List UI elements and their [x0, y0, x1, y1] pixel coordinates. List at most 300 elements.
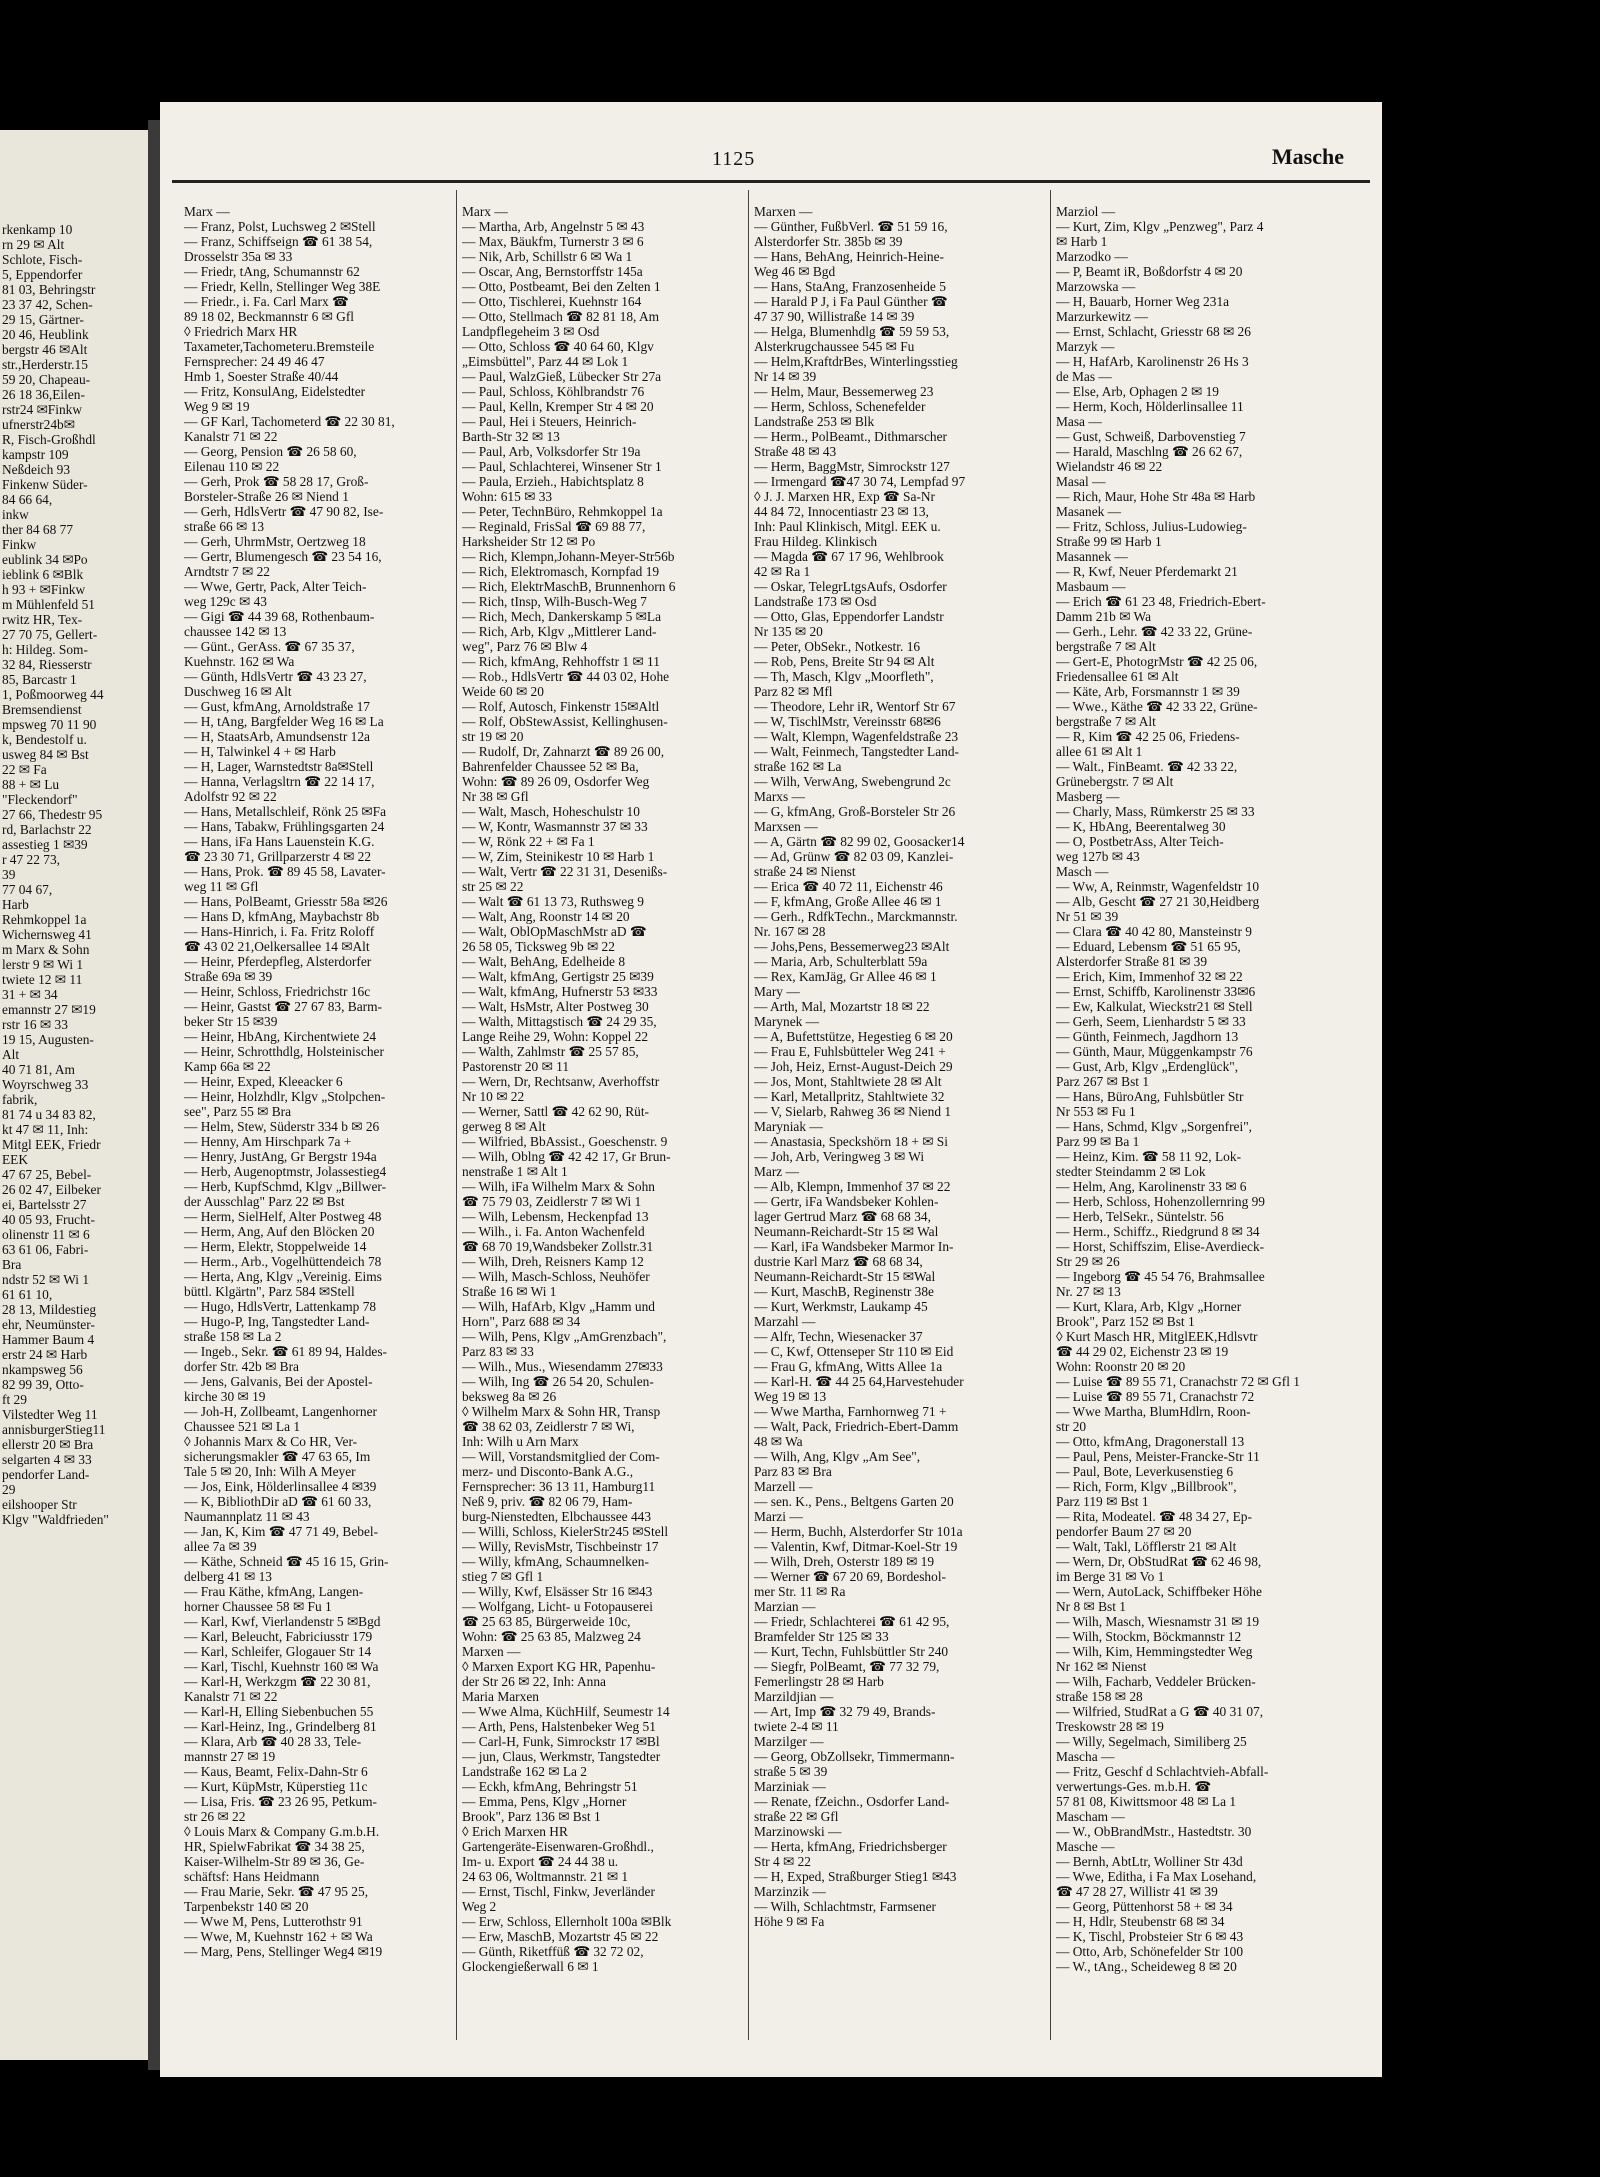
directory-entry-line: — Alb, Klempn, Immenhof 37 ✉ 22: [754, 1179, 951, 1194]
previous-page-line: ft 29: [2, 1392, 27, 1407]
directory-entry-line: 48 ✉ Wa: [754, 1434, 803, 1449]
directory-entry-line: beksweg 8a ✉ 26: [462, 1389, 557, 1404]
directory-entry-line: — Will, Vorstandsmitglied der Com-: [462, 1449, 660, 1464]
previous-page-fragment: [0, 130, 151, 2060]
directory-entry-line: — F, kfmAng, Große Allee 46 ✉ 1: [754, 894, 942, 909]
directory-entry-line: twiete 2-4 ✉ 11: [754, 1719, 839, 1734]
directory-entry-line: ☎ 68 70 19,Wandsbeker Zollstr.31: [462, 1239, 654, 1254]
previous-page-line: Wichernsweg 41: [2, 927, 92, 942]
directory-entry-line: — Eckh, kfmAng, Behringstr 51: [462, 1779, 638, 1794]
directory-entry-line: Barth-Str 32 ✉ 13: [462, 429, 560, 444]
directory-entry-line: dustrie Karl Marz ☎ 68 68 34,: [754, 1254, 923, 1269]
directory-entry-line: — Horst, Schiffszim, Elise-Averdieck-: [1056, 1239, 1265, 1254]
directory-entry-line: — Rich, tInsp, Wilh-Busch-Weg 7: [462, 594, 647, 609]
directory-entry-line: — Henny, Am Hirschpark 7a +: [184, 1134, 352, 1149]
directory-entry-line: — Ernst, Schlacht, Griesstr 68 ✉ 26: [1056, 324, 1251, 339]
directory-entry-line: Fernsprecher: 24 49 46 47: [184, 354, 325, 369]
directory-entry-line: Eilenau 110 ✉ 22: [184, 459, 280, 474]
directory-entry-line: — Wwe Alma, KüchHilf, Seumestr 14: [462, 1704, 670, 1719]
previous-page-line: 77 04 67,: [2, 882, 53, 897]
directory-entry-line: de Mas —: [1056, 369, 1112, 384]
directory-entry-line: 26 58 05, Ticksweg 9b ✉ 22: [462, 939, 615, 954]
previous-page-line: ndstr 52 ✉ Wi 1: [2, 1272, 90, 1287]
directory-entry-line: — Wwe Martha, BlumHdlrn, Roon-: [1056, 1404, 1251, 1419]
directory-entry-line: — Alb, Gescht ☎ 27 21 30,Heidberg: [1056, 894, 1260, 909]
directory-entry-line: — Rich, kfmAng, Rehhoffstr 1 ✉ 11: [462, 654, 660, 669]
directory-entry-line: Alsterdorfer Straße 81 ✉ 39: [1056, 954, 1208, 969]
directory-entry-line: — Peter, ObSekr., Notkestr. 16: [754, 639, 921, 654]
directory-entry-line: Wohn: ☎ 25 63 85, Malzweg 24: [462, 1629, 641, 1644]
directory-entry-line: — Herta, kfmAng, Friedrichsberger: [754, 1839, 947, 1854]
directory-entry-line: — Wern, Dr, ObStudRat ☎ 62 46 98,: [1056, 1554, 1262, 1569]
column-separator: [748, 190, 749, 2040]
directory-entry-line: ◊ Erich Marxen HR: [462, 1824, 568, 1839]
previous-page-line: 29 15, Gärtner-: [2, 312, 84, 327]
header-rule: [172, 180, 1370, 183]
previous-page-line: nkampsweg 56: [2, 1362, 83, 1377]
directory-entry-line: Marzi —: [754, 1509, 803, 1524]
directory-entry-line: — Harald, Maschlng ☎ 26 62 67,: [1056, 444, 1243, 459]
previous-page-line: 61 61 10,: [2, 1287, 53, 1302]
previous-page-line: Alt: [2, 1047, 20, 1062]
directory-page: [160, 102, 1382, 2077]
directory-entry-line: — Hans, iFa Hans Lauenstein K.G.: [184, 834, 375, 849]
directory-entry-line: Masche —: [1056, 1839, 1115, 1854]
directory-entry-line: mer Str. 11 ✉ Ra: [754, 1584, 846, 1599]
directory-entry-line: — Herm, Ang, Auf den Blöcken 20: [184, 1224, 375, 1239]
previous-page-line: 22 ✉ Fa: [2, 762, 47, 777]
directory-entry-line: — Karl, Kwf, Vierlandenstr 5 ✉Bgd: [184, 1614, 381, 1629]
directory-entry-line: Weg 19 ✉ 13: [754, 1389, 827, 1404]
directory-entry-line: — Ad, Grünw ☎ 82 03 09, Kanzlei-: [754, 849, 954, 864]
directory-entry-line: Straße 16 ✉ Wi 1: [462, 1284, 557, 1299]
directory-entry-line: Fernsprecher: 36 13 11, Hamburg11: [462, 1479, 656, 1494]
directory-entry-line: — Kurt, MaschB, Reginenstr 38e: [754, 1284, 935, 1299]
directory-entry-line: — R, Kwf, Neuer Pferdemarkt 21: [1056, 564, 1238, 579]
directory-entry-line: — Hans, BehAng, Heinrich-Heine-: [754, 249, 945, 264]
directory-entry-line: Mascha —: [1056, 1749, 1115, 1764]
directory-entry-line: Pastorenstr 20 ✉ 11: [462, 1059, 570, 1074]
previous-page-line: olinenstr 11 ✉ 6: [2, 1227, 90, 1242]
directory-entry-line: — Wilh, Dreh, Reisners Kamp 12: [462, 1254, 644, 1269]
directory-entry-line: — H, Talwinkel 4 + ✉ Harb: [184, 744, 336, 759]
directory-entry-line: — Walt, Pack, Friedrich-Ebert-Damm: [754, 1419, 959, 1434]
directory-entry-line: — Hans, Prok. ☎ 89 45 58, Lavater-: [184, 864, 386, 879]
directory-entry-line: — Gigi ☎ 44 39 68, Rothenbaum-: [184, 609, 375, 624]
directory-entry-line: — Ingeborg ☎ 45 54 76, Brahmsallee: [1056, 1269, 1265, 1284]
directory-entry-line: — Harald P J, i Fa Paul Günther ☎: [754, 294, 948, 309]
directory-entry-line: — Günth, Maur, Müggenkampstr 76: [1056, 1044, 1253, 1059]
directory-entry-line: stedter Steindamm 2 ✉ Lok: [1056, 1164, 1206, 1179]
directory-entry-line: — Ernst, Tischl, Finkw, Jeverländer: [462, 1884, 655, 1899]
directory-entry-line: ☎ 25 63 85, Bürgerweide 10c,: [462, 1614, 631, 1629]
directory-entry-line: — Paul, Schloss, Köhlbrandstr 76: [462, 384, 645, 399]
previous-page-line: h 93 + ✉Finkw: [2, 582, 86, 597]
directory-entry-line: Horn", Parz 688 ✉ 34: [462, 1314, 581, 1329]
previous-page-line: rstr24 ✉Finkw: [2, 402, 83, 417]
directory-entry-line: büttl. Klgärtn", Parz 584 ✉Stell: [184, 1284, 355, 1299]
previous-page-line: 20 46, Heublink: [2, 327, 89, 342]
previous-page-line: 40 05 93, Frucht-: [2, 1212, 95, 1227]
directory-entry-line: — Werner, Sattl ☎ 42 62 90, Rüt-: [462, 1104, 650, 1119]
directory-entry-line: — Arth, Pens, Halstenbeker Weg 51: [462, 1719, 656, 1734]
previous-page-line: pendorfer Land-: [2, 1467, 90, 1482]
directory-entry-line: — Wilh, Masch-Schloss, Neuhöfer: [462, 1269, 650, 1284]
directory-entry-line: — Walt ☎ 61 13 73, Ruthsweg 9: [462, 894, 644, 909]
directory-entry-line: — Ew, Kalkulat, Wieckstr21 ✉ Stell: [1056, 999, 1253, 1014]
previous-page-line: 27 66, Thedestr 95: [2, 807, 103, 822]
directory-entry-line: Alsterdorfer Str. 385b ✉ 39: [754, 234, 903, 249]
directory-entry-line: — Carl-H, Funk, Simrockstr 17 ✉Bl: [462, 1734, 660, 1749]
directory-entry-line: — Walt, Feinmech, Tangstedter Land-: [754, 744, 959, 759]
directory-entry-line: — Kurt, Zim, Klgv „Penzweg", Parz 4: [1056, 219, 1264, 234]
directory-entry-line: — W., tAng., Scheideweg 8 ✉ 20: [1056, 1959, 1237, 1974]
directory-entry-line: — Willy, kfmAng, Schaumnelken-: [462, 1554, 649, 1569]
directory-entry-line: — Käte, Arb, Forsmannstr 1 ✉ 39: [1056, 684, 1240, 699]
directory-entry-line: — Paul, WalzGieß, Lübecker Str 27a: [462, 369, 662, 384]
directory-entry-line: Landstraße 173 ✉ Osd: [754, 594, 877, 609]
directory-entry-line: — Max, Bäukfm, Turnerstr 3 ✉ 6: [462, 234, 644, 249]
directory-entry-line: — Herb, KupfSchmd, Klgv „Billwer-: [184, 1179, 387, 1194]
directory-entry-line: — Alfr, Techn, Wiesenacker 37: [754, 1329, 923, 1344]
directory-entry-line: — Werner ☎ 67 20 69, Bordeshol-: [754, 1569, 947, 1584]
directory-entry-line: — Rich, Form, Klgv „Billbrook",: [1056, 1479, 1237, 1494]
directory-entry-line: Marzodko —: [1056, 249, 1128, 264]
directory-entry-line: — H, tAng, Bargfelder Weg 16 ✉ La: [184, 714, 384, 729]
directory-entry-line: — Charly, Mass, Rümkerstr 25 ✉ 33: [1056, 804, 1255, 819]
directory-entry-line: kirche 30 ✉ 19: [184, 1389, 266, 1404]
directory-entry-line: — Rich, Mech, Dankerskamp 5 ✉La: [462, 609, 662, 624]
directory-entry-line: — Karl, Tischl, Kuehnstr 160 ✉ Wa: [184, 1659, 379, 1674]
directory-entry-line: — Paul, Schlachterei, Winsener Str 1: [462, 459, 662, 474]
directory-entry-line: — Th, Masch, Klgv „Moorfleth",: [754, 669, 934, 684]
column-2: [462, 204, 744, 2044]
directory-entry-line: — O, PostbetrAss, Alter Teich-: [1056, 834, 1224, 849]
directory-entry-line: — Luise ☎ 89 55 71, Cranachstr 72 ✉ Gfl 1: [1056, 1374, 1300, 1389]
previous-page-line: ther 84 68 77: [2, 522, 74, 537]
directory-entry-line: — Walt, kfmAng, Gertigstr 25 ✉39: [462, 969, 654, 984]
directory-entry-line: — Ernst, Schiffb, Karolinenstr 33✉6: [1056, 984, 1256, 999]
directory-entry-line: — W., ObBrandMstr., Hastedtstr. 30: [1056, 1824, 1252, 1839]
directory-entry-line: — Heinr, Schrotthdlg, Holsteinischer: [184, 1044, 384, 1059]
previous-page-line: Vilstedter Weg 11: [2, 1407, 98, 1422]
directory-entry-line: Mary —: [754, 984, 800, 999]
directory-entry-line: Marziniak —: [754, 1779, 826, 1794]
directory-entry-line: — Otto, Stellmach ☎ 82 81 18, Am: [462, 309, 660, 324]
previous-page-line: r 47 22 73,: [2, 852, 61, 867]
directory-entry-line: Duschweg 16 ✉ Alt: [184, 684, 292, 699]
directory-entry-line: Nr 10 ✉ 22: [462, 1089, 525, 1104]
directory-entry-line: — Otto, kfmAng, Dragonerstall 13: [1056, 1434, 1245, 1449]
directory-entry-line: — Walt, BehAng, Edelheide 8: [462, 954, 626, 969]
directory-entry-line: Kuehnstr. 162 ✉ Wa: [184, 654, 295, 669]
directory-entry-line: Parz 119 ✉ Bst 1: [1056, 1494, 1149, 1509]
directory-entry-line: Im- u. Export ☎ 24 44 38 u.: [462, 1854, 619, 1869]
directory-entry-line: — Wilh., i. Fa. Anton Wachenfeld: [462, 1224, 645, 1239]
directory-entry-line: — Gertr, iFa Wandsbeker Kohlen-: [754, 1194, 939, 1209]
directory-entry-line: Nr 51 ✉ 39: [1056, 909, 1119, 924]
directory-entry-line: see", Parz 55 ✉ Bra: [184, 1104, 292, 1119]
directory-entry-line: — Georg, Pension ☎ 26 58 60,: [184, 444, 357, 459]
previous-page-line: ufnerstr24b✉: [2, 417, 75, 432]
directory-entry-line: Masannek —: [1056, 549, 1128, 564]
directory-entry-line: weg 11 ✉ Gfl: [184, 879, 259, 894]
directory-entry-line: Chaussee 521 ✉ La 1: [184, 1419, 301, 1434]
directory-entry-line: — Helga, Blumenhdlg ☎ 59 59 53,: [754, 324, 950, 339]
directory-entry-line: Maryniak —: [754, 1119, 823, 1134]
directory-entry-line: lager Gertrud Marz ☎ 68 68 34,: [754, 1209, 931, 1224]
directory-entry-line: Marzurkewitz —: [1056, 309, 1148, 324]
directory-entry-line: — Walt, Klempn, Wagenfeldstraße 23: [754, 729, 959, 744]
directory-entry-line: im Berge 31 ✉ Vo 1: [1056, 1569, 1165, 1584]
previous-page-line: 26 18 36,Eilen-: [2, 387, 85, 402]
directory-entry-line: 47 37 90, Willistraße 14 ✉ 39: [754, 309, 915, 324]
directory-entry-line: — Peter, TechnBüro, Rehmkoppel 1a: [462, 504, 663, 519]
directory-entry-line: — Rob., HdlsVertr ☎ 44 03 02, Hohe: [462, 669, 670, 684]
directory-entry-line: — H, Exped, Straßburger Stieg1 ✉43: [754, 1869, 957, 1884]
previous-page-line: ei, Bartelsstr 27: [2, 1197, 87, 1212]
directory-entry-line: — Heinr, HbAng, Kirchentwiete 24: [184, 1029, 377, 1044]
directory-entry-line: — Franz, Schiffseign ☎ 61 38 54,: [184, 234, 373, 249]
directory-entry-line: — Nik, Arb, Schillstr 6 ✉ Wa 1: [462, 249, 633, 264]
previous-page-line: 1, Poßmoorweg 44: [2, 687, 104, 702]
previous-page-line: Harb: [2, 897, 29, 912]
directory-entry-line: — Ingeb., Sekr. ☎ 61 89 94, Haldes-: [184, 1344, 388, 1359]
directory-entry-line: — Friedr, tAng, Schumannstr 62: [184, 264, 360, 279]
directory-entry-line: — H, Hdlr, Steubenstr 68 ✉ 34: [1056, 1914, 1225, 1929]
directory-entry-line: 57 81 08, Kiwittsmoor 48 ✉ La 1: [1056, 1794, 1237, 1809]
directory-entry-line: Hmb 1, Soester Straße 40/44: [184, 369, 339, 384]
previous-page-line: 47 67 25, Bebel-: [2, 1167, 92, 1182]
directory-entry-line: — V, Sielarb, Rahweg 36 ✉ Niend 1: [754, 1104, 952, 1119]
previous-page-line: 59 20, Chapeau-: [2, 372, 91, 387]
directory-entry-line: Frau Hildeg. Klinkisch: [754, 534, 878, 549]
directory-entry-line: ◊ J. J. Marxen HR, Exp ☎ Sa-Nr: [754, 489, 935, 504]
directory-entry-line: — Günth, Riketffüß ☎ 32 72 02,: [462, 1944, 644, 1959]
directory-entry-line: ☎ 44 29 02, Eichenstr 23 ✉ 19: [1056, 1344, 1229, 1359]
directory-entry-line: straße 22 ✉ Gfl: [754, 1809, 839, 1824]
directory-entry-line: — Hanna, Verlagsltrn ☎ 22 14 17,: [184, 774, 375, 789]
directory-entry-line: — Willi, Schloss, KielerStr245 ✉Stell: [462, 1524, 669, 1539]
directory-entry-line: — Gust, Schweiß, Darbovenstieg 7: [1056, 429, 1246, 444]
directory-entry-line: — Clara ☎ 40 42 80, Mansteinstr 9: [1056, 924, 1252, 939]
directory-entry-line: — Jos, Eink, Hölderlinsallee 4 ✉39: [184, 1479, 377, 1494]
directory-entry-line: — Paul, Pens, Meister-Francke-Str 11: [1056, 1449, 1260, 1464]
directory-entry-line: — Hans, BüroAng, Fuhlsbütler Str: [1056, 1089, 1244, 1104]
previous-page-line: Bra: [2, 1257, 22, 1272]
directory-entry-line: — Helm, Stew, Süderstr 334 b ✉ 26: [184, 1119, 380, 1134]
directory-entry-line: — Herta, Ang, Klgv „Vereinig. Eims: [184, 1269, 382, 1284]
directory-entry-line: Parz 82 ✉ Mfl: [754, 684, 833, 699]
directory-entry-line: — GF Karl, Tachometerd ☎ 22 30 81,: [184, 414, 395, 429]
previous-page-line: h: Hildeg. Som-: [2, 642, 88, 657]
directory-entry-line: Damm 21b ✉ Wa: [1056, 609, 1152, 624]
directory-entry-line: — Walt, Ang, Roonstr 14 ✉ 20: [462, 909, 630, 924]
directory-entry-line: — Fritz, KonsulAng, Eidelstedter: [184, 384, 366, 399]
directory-entry-line: — Herm, SielHelf, Alter Postweg 48: [184, 1209, 382, 1224]
directory-entry-line: str 20: [1056, 1419, 1087, 1434]
directory-entry-line: Brook", Parz 152 ✉ Bst 1: [1056, 1314, 1195, 1329]
directory-entry-line: ☎ 23 30 71, Grillparzerstr 4 ✉ 22: [184, 849, 372, 864]
directory-entry-line: — Oskar, TelegrLtgsAufs, Osdorfer: [754, 579, 947, 594]
directory-entry-line: Marzinzik —: [754, 1884, 826, 1899]
previous-page-line: Finkenw Süder-: [2, 477, 88, 492]
previous-page-line: Klgv "Waldfrieden": [2, 1512, 109, 1527]
directory-entry-line: mannstr 27 ✉ 19: [184, 1749, 276, 1764]
directory-entry-line: — Helm,KraftdrBes, Winterlingsstieg: [754, 354, 958, 369]
directory-entry-line: — Wilh, Masch, Wiesnamstr 31 ✉ 19: [1056, 1614, 1260, 1629]
page-number: 1125: [712, 148, 756, 170]
previous-page-line: 81 74 u 34 83 82,: [2, 1107, 96, 1122]
previous-page-line: 84 66 64,: [2, 492, 53, 507]
directory-entry-line: weg 129c ✉ 43: [184, 594, 267, 609]
directory-entry-line: — Joh, Arb, Veringweg 3 ✉ Wi: [754, 1149, 925, 1164]
previous-page-line: annisburgerStieg11: [2, 1422, 106, 1437]
directory-entry-line: — Rudolf, Dr, Zahnarzt ☎ 89 26 00,: [462, 744, 665, 759]
directory-entry-line: 24 63 06, Woltmannstr. 21 ✉ 1: [462, 1869, 629, 1884]
directory-entry-line: allee 7a ✉ 39: [184, 1539, 257, 1554]
directory-entry-line: — W, Kontr, Wasmannstr 37 ✉ 33: [462, 819, 648, 834]
directory-entry-line: — Theodore, Lehr iR, Wentorf Str 67: [754, 699, 956, 714]
directory-entry-line: Kamp 66a ✉ 22: [184, 1059, 271, 1074]
directory-entry-line: — Günther, FußbVerl. ☎ 51 59 16,: [754, 219, 948, 234]
previous-page-line: 88 + ✉ Lu: [2, 777, 60, 792]
directory-entry-line: — Irmengard ☎47 30 74, Lempfad 97: [754, 474, 966, 489]
directory-entry-line: — Hugo, HdlsVertr, Lattenkamp 78: [184, 1299, 377, 1314]
directory-entry-line: — Joh-H, Zollbeamt, Langenhorner: [184, 1404, 377, 1419]
previous-page-line: rwitz HR, Tex-: [2, 612, 83, 627]
directory-entry-line: ◊ Johannis Marx & Co HR, Ver-: [184, 1434, 358, 1449]
directory-entry-line: Marxen —: [754, 204, 813, 219]
directory-entry-line: — Frau Käthe, kfmAng, Langen-: [184, 1584, 364, 1599]
directory-entry-line: 89 18 02, Beckmannstr 6 ✉ Gfl: [184, 309, 355, 324]
directory-entry-line: — Wilh, Stockm, Böckmannstr 12: [1056, 1629, 1242, 1644]
directory-entry-line: — Walt., FinBeamt. ☎ 42 33 22,: [1056, 759, 1238, 774]
directory-entry-line: Lange Reihe 29, Wohn: Koppel 22: [462, 1029, 649, 1044]
previous-page-line: rkenkamp 10: [2, 222, 73, 237]
previous-page-line: 81 03, Behringstr: [2, 282, 96, 297]
previous-page-line: 32 84, Riesserstr: [2, 657, 92, 672]
directory-entry-line: Masbaum —: [1056, 579, 1126, 594]
directory-entry-line: — Walth, Zahlmstr ☎ 25 57 85,: [462, 1044, 639, 1059]
directory-entry-line: ✉ Harb 1: [1056, 234, 1108, 249]
directory-entry-line: — Frau Marie, Sekr. ☎ 47 95 25,: [184, 1884, 369, 1899]
directory-entry-line: Taxameter,Tachometeru.Bremsteile: [184, 339, 375, 354]
directory-entry-line: — Karl-H, Elling Siebenbuchen 55: [184, 1704, 374, 1719]
directory-entry-line: — Erica ☎ 40 72 11, Eichenstr 46: [754, 879, 943, 894]
directory-entry-line: Brook", Parz 136 ✉ Bst 1: [462, 1809, 601, 1824]
directory-entry-line: Marzilger —: [754, 1734, 824, 1749]
directory-entry-line: — Frau G, kfmAng, Witts Allee 1a: [754, 1359, 943, 1374]
directory-entry-line: — Kurt, Techn, Fuhlsbüttler Str 240: [754, 1644, 949, 1659]
directory-entry-line: Masch —: [1056, 864, 1109, 879]
directory-entry-line: Treskowstr 28 ✉ 19: [1056, 1719, 1164, 1734]
previous-page-line: inkw: [2, 507, 29, 522]
directory-entry-line: weg", Parz 76 ✉ Blw 4: [462, 639, 588, 654]
directory-entry-line: — Georg, ObZollsekr, Timmermann-: [754, 1749, 955, 1764]
previous-page-line: Finkw: [2, 537, 37, 552]
directory-entry-line: Parz 99 ✉ Ba 1: [1056, 1134, 1140, 1149]
directory-entry-line: — Herm, Elektr, Stoppelweide 14: [184, 1239, 367, 1254]
directory-entry-line: — Wwe., Käthe ☎ 42 33 22, Grüne-: [1056, 699, 1258, 714]
directory-entry-line: — Friedr, Kelln, Stellinger Weg 38E: [184, 279, 381, 294]
directory-entry-line: Alsterkrugchaussee 545 ✉ Fu: [754, 339, 915, 354]
previous-page-line: fabrik,: [2, 1092, 38, 1107]
directory-entry-line: — Jens, Galvanis, Bei der Apostel-: [184, 1374, 373, 1389]
directory-entry-line: Kaiser-Wilhelm-Str 89 ✉ 36, Ge-: [184, 1854, 365, 1869]
directory-entry-line: sicherungsmakler ☎ 47 63 65, Im: [184, 1449, 371, 1464]
directory-entry-line: — Gertr, Blumengesch ☎ 23 54 16,: [184, 549, 382, 564]
directory-entry-line: — H, Lager, Warnstedtstr 8a✉Stell: [184, 759, 374, 774]
previous-page-line: str.,Herderstr.15: [2, 357, 88, 372]
directory-entry-line: str 26 ✉ 22: [184, 1809, 246, 1824]
directory-entry-line: — Fritz, Geschf d Schlachtvieh-Abfall-: [1056, 1764, 1269, 1779]
directory-entry-line: — Helm, Ang, Karolinenstr 33 ✉ 6: [1056, 1179, 1247, 1194]
directory-entry-line: — Martha, Arb, Angelnstr 5 ✉ 43: [462, 219, 645, 234]
directory-entry-line: Adolfstr 92 ✉ 22: [184, 789, 277, 804]
directory-entry-line: — Kurt, Werkmstr, Laukamp 45: [754, 1299, 928, 1314]
directory-entry-line: Marxs —: [754, 789, 805, 804]
directory-entry-line: allee 61 ✉ Alt 1: [1056, 744, 1143, 759]
directory-entry-line: — Jan, K, Kim ☎ 47 71 49, Bebel-: [184, 1524, 379, 1539]
directory-entry-line: — Günth, Feinmech, Jagdhorn 13: [1056, 1029, 1239, 1044]
directory-entry-line: — A, Bufettstütze, Hegestieg 6 ✉ 20: [754, 1029, 953, 1044]
directory-entry-line: — Wolfgang, Licht- u Fotopauserei: [462, 1599, 653, 1614]
directory-entry-line: Nr 135 ✉ 20: [754, 624, 823, 639]
directory-entry-line: chaussee 142 ✉ 13: [184, 624, 287, 639]
directory-entry-line: — Klara, Arb ☎ 40 28 33, Tele-: [184, 1734, 362, 1749]
directory-entry-line: — Lisa, Fris. ☎ 23 26 95, Petkum-: [184, 1794, 377, 1809]
previous-page-line: 39: [2, 867, 16, 882]
directory-entry-line: HR, SpielwFabrikat ☎ 34 38 25,: [184, 1839, 365, 1854]
directory-entry-line: Str 29 ✉ 26: [1056, 1254, 1120, 1269]
directory-entry-line: — Erich ☎ 61 23 48, Friedrich-Ebert-: [1056, 594, 1266, 609]
directory-entry-line: — Erich, Kim, Immenhof 32 ✉ 22: [1056, 969, 1243, 984]
directory-entry-line: Höhe 9 ✉ Fa: [754, 1914, 825, 1929]
directory-entry-line: — Gerh, Seem, Lienhardstr 5 ✉ 33: [1056, 1014, 1246, 1029]
directory-entry-line: Masanek —: [1056, 504, 1122, 519]
directory-entry-line: Marzinowski —: [754, 1824, 842, 1839]
directory-entry-line: — sen. K., Pens., Beltgens Garten 20: [754, 1494, 954, 1509]
directory-entry-line: — Hans, Metallschleif, Rönk 25 ✉Fa: [184, 804, 387, 819]
directory-entry-line: — Hans, Tabakw, Frühlingsgarten 24: [184, 819, 385, 834]
directory-entry-line: — Wilh, Lebensm, Heckenpfad 13: [462, 1209, 649, 1224]
previous-page-line: Mitgl EEK, Friedr: [2, 1137, 101, 1152]
directory-entry-line: — K, HbAng, Beerentalweg 30: [1056, 819, 1226, 834]
directory-entry-line: — Karl-H, Werkzgm ☎ 22 30 81,: [184, 1674, 371, 1689]
directory-entry-line: — Paul, Hei i Steuers, Heinrich-: [462, 414, 637, 429]
previous-page-line: usweg 84 ✉ Bst: [2, 747, 89, 762]
directory-entry-line: — Wilh, Oblng ☎ 42 42 17, Gr Brun-: [462, 1149, 671, 1164]
directory-entry-line: Straße 69a ✉ 39: [184, 969, 273, 984]
directory-entry-line: — Walt, Takl, Löfflerstr 21 ✉ Alt: [1056, 1539, 1237, 1554]
previous-page-line: mpsweg 70 11 90: [2, 717, 97, 732]
previous-page-line: kt 47 ✉ 11, Inh:: [2, 1122, 89, 1137]
directory-entry-line: — Gust, Arb, Klgv „Erdenglück",: [1056, 1059, 1239, 1074]
previous-page-line: Neßdeich 93: [2, 462, 71, 477]
previous-page-line: emannstr 27 ✉19: [2, 1002, 96, 1017]
directory-entry-line: — Wilh, Pens, Klgv „AmGrenzbach",: [462, 1329, 667, 1344]
previous-page-line: rstr 16 ✉ 33: [2, 1017, 68, 1032]
directory-entry-line: — K, BibliothDir aD ☎ 61 60 33,: [184, 1494, 372, 1509]
directory-entry-line: Inh: Paul Klinkisch, Mitgl. EEK u.: [754, 519, 941, 534]
directory-entry-line: — Walt, HsMstr, Alter Postweg 30: [462, 999, 649, 1014]
directory-entry-line: — H, Bauarb, Horner Weg 231a: [1056, 294, 1230, 309]
directory-entry-line: — Maria, Arb, Schulterblatt 59a: [754, 954, 928, 969]
previous-page-line: EEK: [2, 1152, 29, 1167]
directory-entry-line: Marxsen —: [754, 819, 818, 834]
directory-entry-line: Weide 60 ✉ 20: [462, 684, 544, 699]
